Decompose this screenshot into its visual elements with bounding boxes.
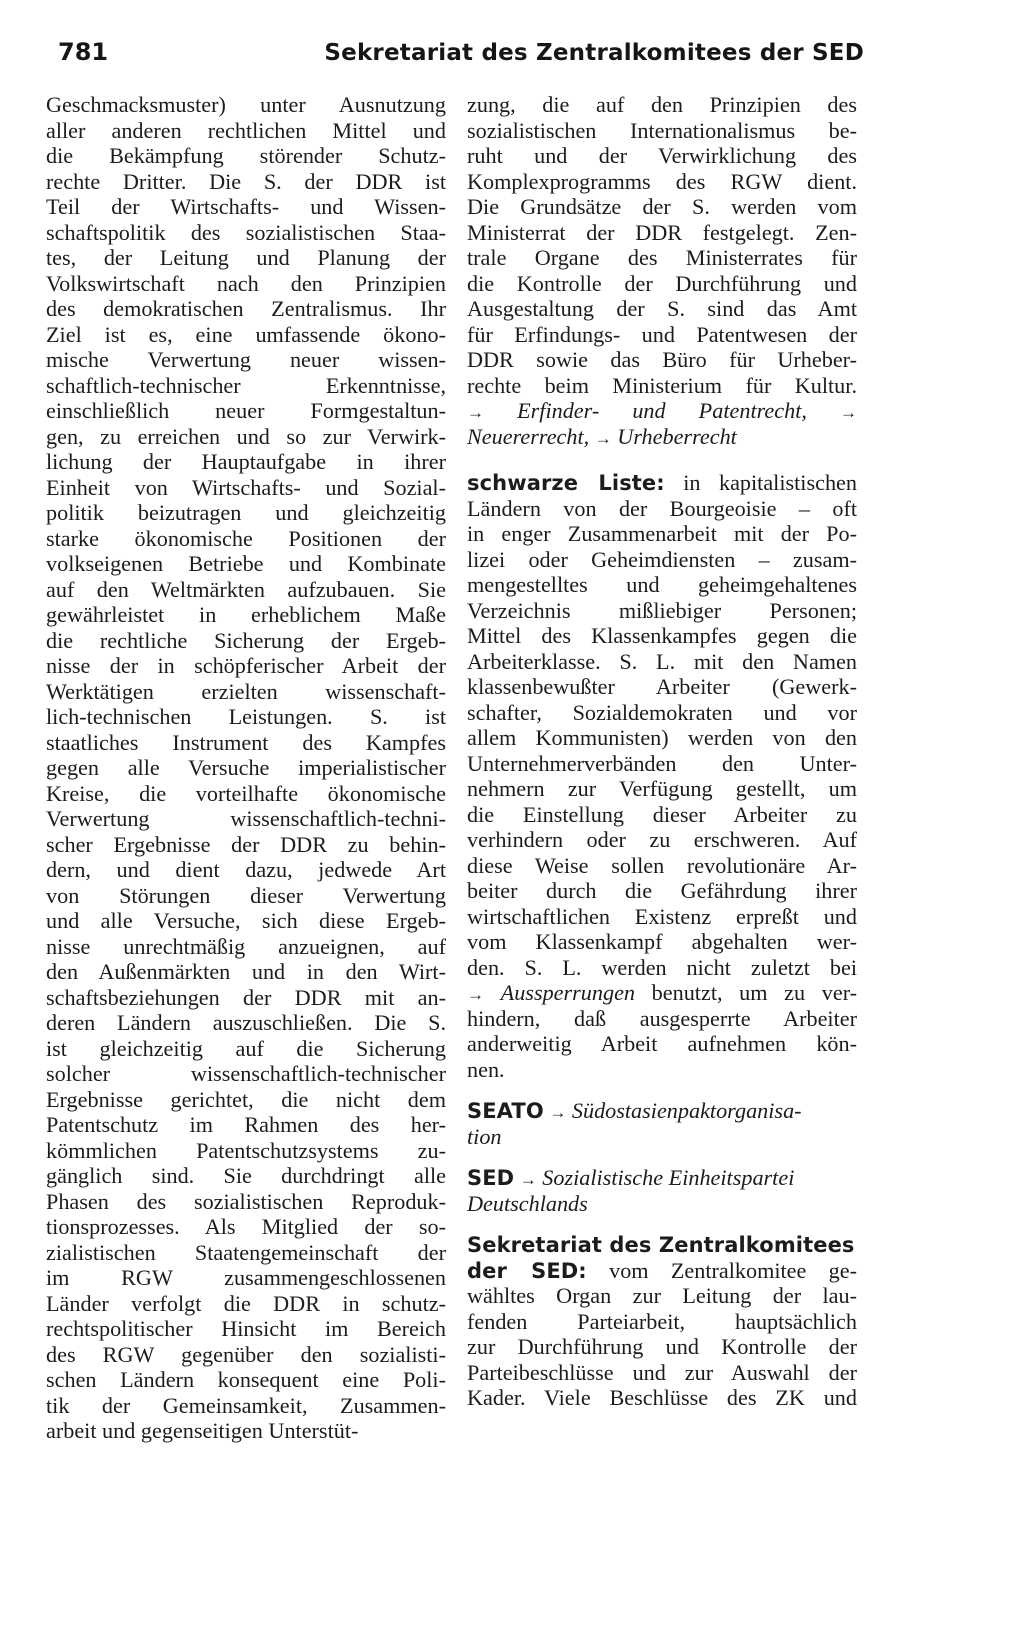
entry-body	[467, 1283, 857, 1411]
text-line: den. S. L. werden nicht zuletzt bei	[467, 954, 857, 980]
arrow-icon: →	[467, 985, 484, 1004]
text-line: schaftsbeziehungen der DDR mit an-	[46, 984, 446, 1010]
text-line: staatliches Instrument des Kampfes	[46, 729, 446, 755]
arrow-icon: →	[519, 1170, 537, 1189]
cross-reference-line	[467, 424, 857, 450]
text-line: mische Verwertung neuer wissen-	[46, 347, 446, 372]
right-column	[467, 92, 857, 1411]
text-line: einschließlich neuer Formgestaltun-	[46, 398, 446, 423]
text-line: Ministerrat der DDR festgelegt. Zen-	[467, 219, 857, 245]
text-line: solcher wissenschaftlich-technischer	[46, 1061, 446, 1086]
cross-reference-line	[467, 398, 857, 424]
cross-reference[interactable]: Deutschlands	[467, 1190, 588, 1216]
text-line: Parteibeschlüsse und zur Auswahl der	[467, 1359, 857, 1385]
entry-schwarze-liste	[467, 470, 857, 1082]
continued-entry-text	[467, 92, 857, 398]
cross-reference[interactable]: Sozialistische Einheitspartei	[542, 1165, 795, 1190]
arrow-icon: →	[549, 1103, 567, 1122]
text-line: gegen alle Versuche imperialistischer	[46, 755, 446, 780]
text-line: Ziel ist es, eine umfassende ökono-	[46, 321, 446, 347]
cross-reference[interactable]: Neuererrecht,	[467, 423, 590, 449]
entry-headword: Sekretariat des Zentralkomitees	[467, 1233, 855, 1257]
text-line: diese Weise sollen revolutionäre Ar-	[467, 852, 857, 878]
text-line: Ausgestaltung der S. sind das Amt	[467, 296, 857, 321]
arrow-icon: →	[594, 428, 612, 448]
page-header	[58, 38, 864, 82]
text-line: Unternehmerverbänden den Unter-	[467, 750, 857, 776]
text-line: Kreise, die vorteilhafte ökonomische	[46, 780, 446, 806]
text-line: den Außenmärkten und in den Wirt-	[46, 959, 446, 984]
text-line: gewährleistet in erheblichem Maße	[46, 602, 446, 627]
text-line: Arbeiterklasse. S. L. mit den Namen	[467, 648, 857, 674]
text-line: volkseigenen Betriebe und Kombinate	[46, 551, 446, 576]
text-line: die Kontrolle der Durchführung und	[467, 270, 857, 296]
entry-headword: SED	[467, 1166, 515, 1190]
cross-reference[interactable]: Südostasienpaktorganisa-	[571, 1098, 802, 1123]
text-line: politik beizutragen und gleichzeitig	[46, 500, 446, 525]
text-line: Kader. Viele Beschlüsse des ZK und	[467, 1385, 857, 1410]
text-line: rechte beim Ministerium für Kultur.	[467, 372, 857, 398]
cross-reference[interactable]: tion	[467, 1123, 502, 1149]
text-line: wähltes Organ zur Leitung der lau-	[467, 1283, 857, 1308]
text-line: vom Klassenkampf abgehalten wer-	[467, 929, 857, 954]
entry-ref-line	[467, 1124, 857, 1150]
left-column	[46, 92, 446, 1444]
text-line: im RGW zusammengeschlossenen	[46, 1265, 446, 1290]
text-line: anderweitig Arbeit aufnehmen kön-	[467, 1031, 857, 1056]
text-line: gänglich sind. Sie durchdringt alle	[46, 1163, 446, 1188]
cross-reference-line	[467, 980, 857, 1006]
text-line: Ergebnisse gerichtet, die nicht dem	[46, 1086, 446, 1112]
cross-reference[interactable]: Erfinder- und Patentrecht,	[517, 398, 807, 423]
text-line: tionsprozesses. Als Mitglied der so-	[46, 1214, 446, 1239]
text-line: klassenbewußter Arbeiter (Gewerk-	[467, 674, 857, 699]
text-line: tes, der Leitung und Planung der	[46, 245, 446, 270]
text-line: lizei oder Geheimdiensten – zusam-	[467, 546, 857, 572]
text-line: schafter, Sozialdemokraten und vor	[467, 699, 857, 725]
text-line: die rechtliche Sicherung der Ergeb-	[46, 627, 446, 653]
text-line: die Bekämpfung störender Schutz-	[46, 143, 446, 168]
arrow-icon: →	[840, 403, 857, 422]
text-line: rechtspolitischer Hinsicht im Bereich	[46, 1316, 446, 1341]
text-line: die Einstellung dieser Arbeiter zu	[467, 801, 857, 827]
text-line: des RGW gegenüber den sozialisti-	[46, 1341, 446, 1367]
text-line: ruht und der Verwirklichung des	[467, 143, 857, 168]
text-line: Patentschutz im Rahmen des her-	[46, 1112, 446, 1137]
text-line: nehmern zur Verfügung gestellt, um	[467, 776, 857, 801]
text-line: tik der Gemeinsamkeit, Zusammen-	[46, 1392, 446, 1418]
text-line: schaftspolitik des sozialistischen Staa-	[46, 219, 446, 245]
text-line: Ländern von der Bourgeoisie – oft	[467, 495, 857, 521]
text-line: lich-technischen Leistungen. S. ist	[46, 704, 446, 729]
text-line: wirtschaftlichen Existenz erpreßt und	[467, 903, 857, 929]
entry-text: vom Zentralkomitee ge-	[609, 1257, 857, 1283]
text-line: Werktätigen erzielten wissenschaft-	[46, 678, 446, 704]
text-line: deren Ländern auszuschließen. Die S.	[46, 1010, 446, 1035]
text-line: zialistischen Staatengemeinschaft der	[46, 1239, 446, 1265]
cross-reference[interactable]: Aussperrungen	[500, 980, 636, 1005]
text-line: Länder verfolgt die DDR in schutz-	[46, 1290, 446, 1316]
entry-headword: schwarze Liste:	[467, 471, 665, 495]
text-line: hindern, daß ausgesperrte Arbeiter	[467, 1005, 857, 1031]
entry-seato	[467, 1098, 857, 1149]
text-line: trale Organe des Ministerrates für	[467, 245, 857, 270]
text-line: fenden Parteiarbeit, hauptsächlich	[467, 1308, 857, 1334]
text-line: Mittel des Klassenkampfes gegen die	[467, 623, 857, 648]
entry-first-line	[467, 1098, 857, 1124]
text-line: arbeit und gegenseitigen Unterstüt-	[46, 1418, 359, 1443]
text-line: nisse der in schöpferischer Arbeit der	[46, 653, 446, 678]
text-line: starke ökonomische Positionen der	[46, 525, 446, 551]
text-line: schaftlich-technischer Erkenntnisse,	[46, 372, 446, 398]
text-line: von Störungen dieser Verwertung	[46, 882, 446, 908]
arrow-icon: →	[467, 403, 484, 422]
entry-text: in kapitalistischen	[683, 470, 857, 495]
text-line: nen.	[467, 1056, 505, 1082]
entry-body	[467, 496, 857, 981]
text-line: für Erfindungs- und Patentwesen der	[467, 321, 857, 347]
text-line: Volkswirtschaft nach den Prinzipien	[46, 270, 446, 296]
text-line: Verzeichnis mißliebiger Personen;	[467, 597, 857, 623]
entry-sekretariat	[467, 1232, 857, 1411]
text-line: lichung der Hauptaufgabe in ihrer	[46, 449, 446, 474]
text-line: scher Ergebnisse der DDR zu behin-	[46, 831, 446, 857]
text-line: Komplexprogramms des RGW dient.	[467, 168, 857, 194]
text-line: und alle Versuche, sich diese Ergeb-	[46, 908, 446, 933]
text-line: Phasen des sozialistischen Reproduk-	[46, 1188, 446, 1214]
text-line: sozialistischen Internationalismus be-	[467, 117, 857, 143]
running-title: Sekretariat des Zentralkomitees der SED	[324, 40, 864, 66]
page-number: 781	[58, 38, 109, 66]
text-line: verhindern oder zu erschweren. Auf	[467, 827, 857, 852]
entry-headword: SEATO	[467, 1099, 544, 1123]
text-line: dern, und dient dazu, jedwede Art	[46, 857, 446, 882]
entry-headword: der SED:	[467, 1258, 587, 1283]
entry-ref-line	[467, 1191, 857, 1217]
entry-first-line	[467, 470, 857, 496]
text-line: kömmlichen Patentschutzsystems zu-	[46, 1137, 446, 1163]
text-line: Einheit von Wirtschafts- und Sozial-	[46, 474, 446, 500]
text-line: aller anderen rechtlichen Mittel und	[46, 117, 446, 143]
text-line: allem Kommunisten) werden von den	[467, 725, 857, 750]
text-line: nisse unrechtmäßig anzueignen, auf	[46, 933, 446, 959]
text-line: gen, zu erreichen und so zur Verwirk-	[46, 423, 446, 449]
text-line: Verwertung wissenschaftlich-techni-	[46, 806, 446, 831]
text-line: ist gleichzeitig auf die Sicherung	[46, 1035, 446, 1061]
entry-body-tail	[467, 1006, 857, 1083]
text-line: zur Durchführung und Kontrolle der	[467, 1334, 857, 1359]
text-line: mengestelltes und geheimgehaltenes	[467, 572, 857, 597]
text-line: zung, die auf den Prinzipien des	[467, 92, 857, 117]
entry-sed	[467, 1165, 857, 1216]
text-line: beiter durch die Gefährdung ihrer	[467, 878, 857, 903]
text-line: Teil der Wirtschafts- und Wissen-	[46, 194, 446, 219]
text-line: Geschmacksmuster) unter Ausnutzung	[46, 92, 446, 117]
text-line: in enger Zusammenarbeit mit der Po-	[467, 521, 857, 546]
text-line: DDR sowie das Büro für Urheber-	[467, 347, 857, 372]
text-line: schen Ländern konsequent eine Poli-	[46, 1367, 446, 1392]
text-line: Die Grundsätze der S. werden vom	[467, 194, 857, 219]
text-line: auf den Weltmärkten aufzubauen. Sie	[46, 576, 446, 602]
entry-first-line	[467, 1258, 857, 1284]
entry-headword-line	[467, 1232, 857, 1258]
entry-text: benutzt, um zu ver-	[651, 980, 857, 1005]
entry-first-line	[467, 1165, 857, 1191]
text-line: des demokratischen Zentralismus. Ihr	[46, 296, 446, 321]
text-line: rechte Dritter. Die S. der DDR ist	[46, 168, 446, 194]
cross-reference[interactable]: Urheberrecht	[617, 423, 737, 449]
